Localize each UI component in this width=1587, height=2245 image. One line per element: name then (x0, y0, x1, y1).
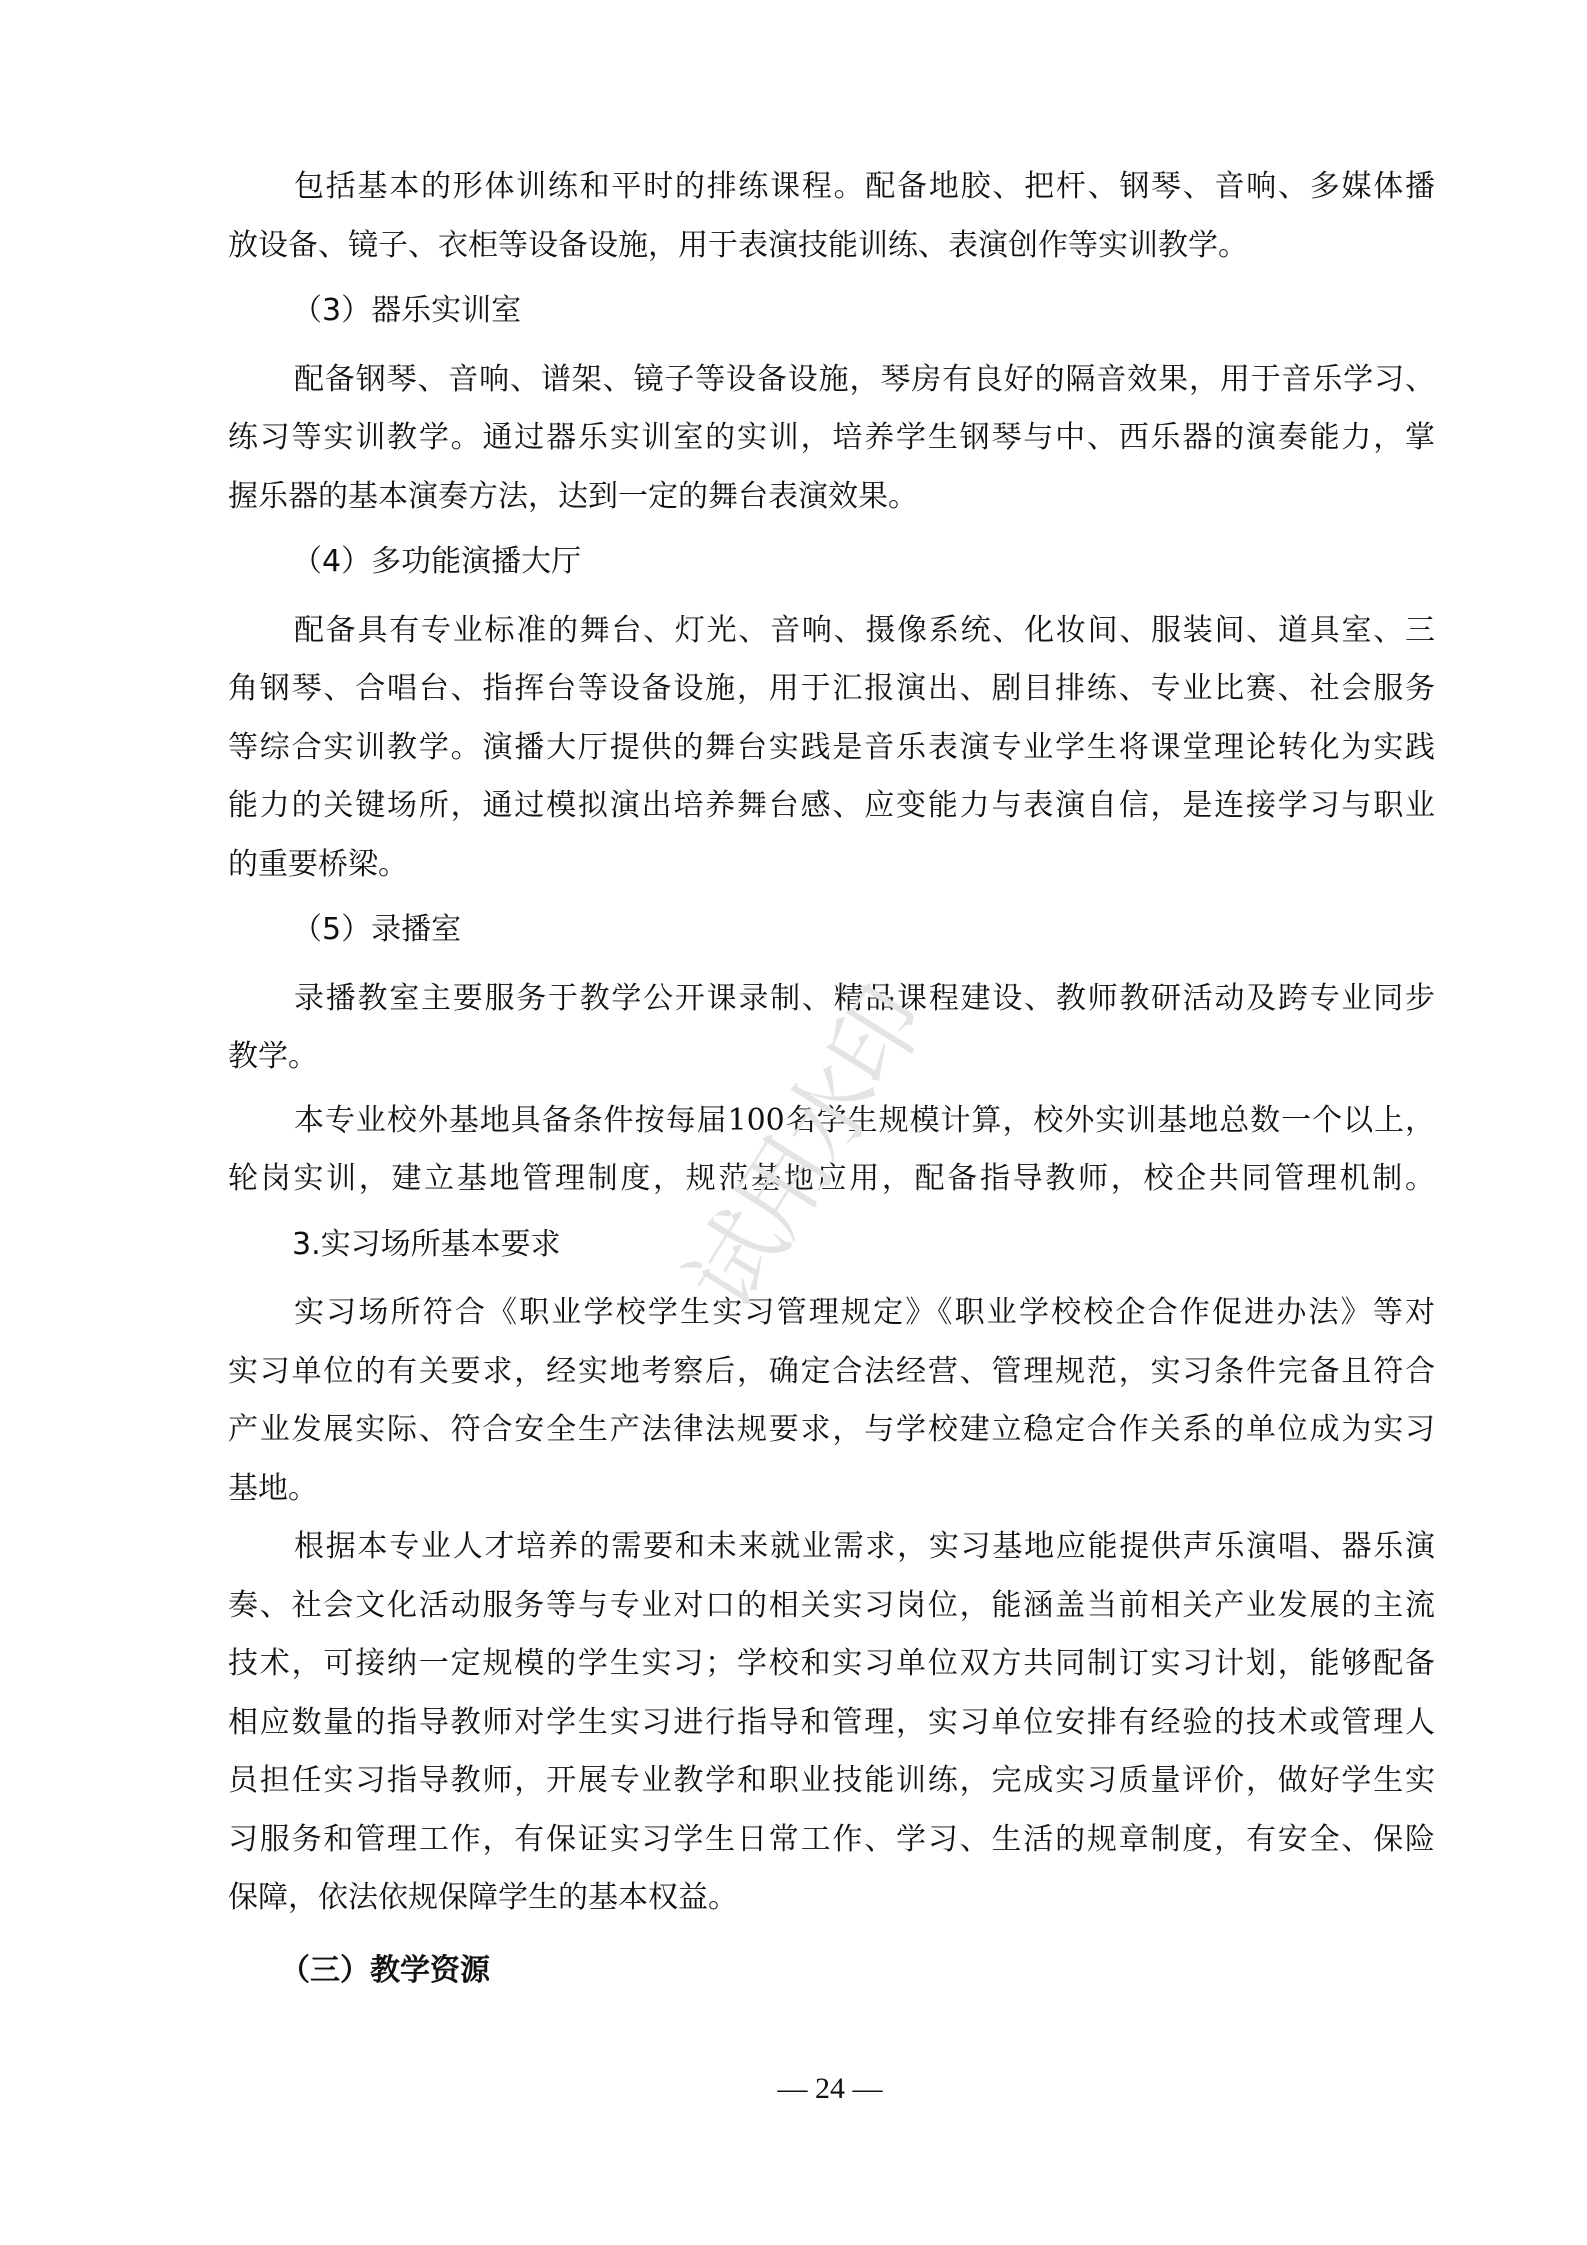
watermark: 试用水印 (667, 972, 945, 1328)
paragraph-line: 配备钢琴、音响、谱架、镜子等设备设施，琴房有良好的隔音效果，用于音乐学习、 (294, 361, 1435, 397)
paragraph-line: 产业发展实际、符合安全生产法律法规要求，与学校建立稳定合作关系的单位成为实习 (228, 1412, 1435, 1447)
paragraph-line: 实习场所符合《职业学校学生实习管理规定》《职业学校校企合作促进办法》等对 (294, 1295, 1435, 1330)
paragraph-line: 基地。 (228, 1470, 318, 1506)
paragraph-line: 教学。 (228, 1039, 318, 1074)
paragraph-line: 技术，可接纳一定规模的学生实习；学校和实习单位双方共同制订实习计划，能够配备 (228, 1646, 1435, 1681)
paragraph-line: 本专业校外基地具备条件按每届100名学生规模计算，校外实训基地总数一个以上， (294, 1102, 1435, 1138)
paragraph-line: 实习单位的有关要求，经实地考察后，确定合法经营、管理规范，实习条件完备且符合 (228, 1353, 1435, 1389)
paragraph-line: 录播教室主要服务于教学公开课录制、精品课程建设、教师教研活动及跨专业同步 (294, 980, 1435, 1016)
section-heading-studio-hall: （4）多功能演播大厅 (292, 544, 582, 579)
paragraph-line: 的重要桥梁。 (228, 846, 408, 882)
paragraph-line: 轮岗实训，建立基地管理制度，规范基地应用，配备指导教师，校企共同管理机制。 (228, 1161, 1435, 1196)
section-heading-teaching-resources: （三）教学资源 (280, 1952, 490, 1988)
paragraph-line: 员担任实习指导教师，开展专业教学和职业技能训练，完成实习质量评价，做好学生实 (228, 1763, 1435, 1798)
section-heading-instrument-room: （3）器乐实训室 (292, 293, 522, 328)
paragraph-line: 能力的关键场所，通过模拟演出培养舞台感、应变能力与表演自信，是连接学习与职业 (228, 788, 1435, 823)
paragraph-line: 根据本专业人才培养的需要和未来就业需求，实习基地应能提供声乐演唱、器乐演 (294, 1529, 1435, 1564)
paragraph-line: 练习等实训教学。通过器乐实训室的实训，培养学生钢琴与中、西乐器的演奏能力，掌 (228, 420, 1435, 455)
paragraph-line: 角钢琴、合唱台、指挥台等设备设施，用于汇报演出、剧目排练、专业比赛、社会服务 (228, 671, 1435, 706)
paragraph-line: 相应数量的指导教师对学生实习进行指导和管理，实习单位安排有经验的技术或管理人 (228, 1704, 1435, 1740)
section-heading-recording-room: （5）录播室 (292, 912, 462, 947)
paragraph-line: 等综合实训教学。演播大厅提供的舞台实践是音乐表演专业学生将课堂理论转化为实践 (228, 729, 1435, 765)
paragraph-line: 包括基本的形体训练和平时的排练课程。配备地胶、把杆、钢琴、音响、多媒体播 (294, 169, 1435, 204)
paragraph-line: 奏、社会文化活动服务等与专业对口的相关实习岗位，能涵盖当前相关产业发展的主流 (228, 1587, 1435, 1623)
paragraph-line: 习服务和管理工作，有保证实习学生日常工作、学习、生活的规章制度，有安全、保险 (228, 1821, 1435, 1857)
page-content (228, 158, 1435, 2010)
section-heading-internship-requirements: 3.实习场所基本要求 (292, 1226, 561, 1262)
paragraph-line: 放设备、镜子、衣柜等设备设施，用于表演技能训练、表演创作等实训教学。 (228, 227, 1248, 263)
paragraph-line: 配备具有专业标准的舞台、灯光、音响、摄像系统、化妆间、服装间、道具室、三 (294, 612, 1435, 648)
paragraph-line: 保障，依法依规保障学生的基本权益。 (228, 1880, 738, 1915)
paragraph-line: 握乐器的基本演奏方法，达到一定的舞台表演效果。 (228, 478, 918, 514)
page-number: — 24 — (777, 2072, 883, 2105)
